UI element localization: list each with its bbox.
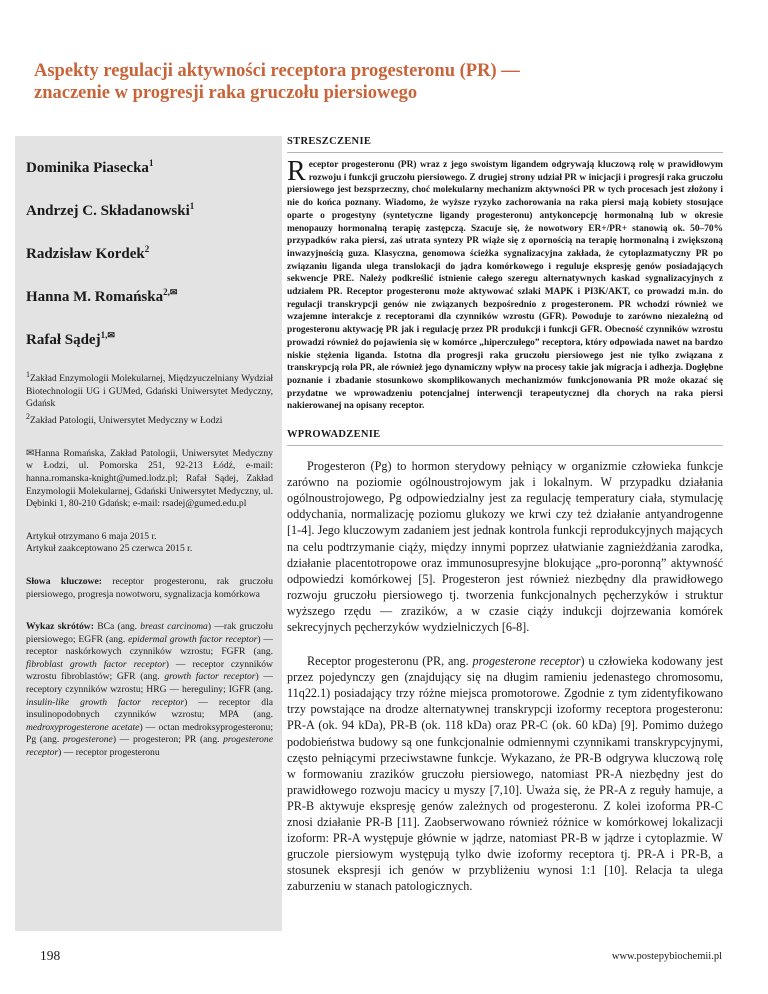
intro-paragraph-2: Receptor progesteronu (PR, ang. progesterone receptor) u człowieka kodowany jest przez pojedynczy gen (znajdujący się na długim ramieniu jedenastego chromosomu, 11q22.1) posiadający trzy różne miejsca promotorowe. Zgodnie z tym zidentyfikowano trzy powstające na drodze alternatywnej transkrypcji izoformy receptora progesteronu: PR-A (ok. 94 kDa), PR-B (ok. 118 kDa) oraz PR-C (ok. 60 kDa) [9]. Pomimo dużego podobieństwa budowy są one funkcjonalnie odmiennymi czynnikami transkrypcyjnymi, często pełniącymi przeciwstawne funkcje. Wykazano, że PR-B odgrywa kluczową rolę w formowaniu zrazików gruczołu piersiowego, natomiast PR-A niezbędny jest do prawidłowego rozwoju macicy u myszy [7,10]. Uważa się, że PR-A z reguły hamuje, a PR-B aktywuje ekspresję genów zależnych od progesteronu. Z kolei izoforma PR-C znosi działanie PR-B [11]. Zaobserwowano również różnice w komórkowej lokalizacji izoform: PR-A występuje głównie w jądrze, natomiast PR-B w jądrze i cytoplazmie. W gruczole piersiowym występują tylko dwie izoformy receptora tj. PR-A i PR-B, a stosunek ekspresji ich genów w przybliżeniu wynosi 1:1 [10]. Relacja ta ulega zaburzeniu w stanach patologicznych.: [287, 654, 723, 894]
abstract-text: Receptor progesteronu (PR) wraz z jego swoistym ligandem odgrywają kluczową rolę w prawidłowym rozwoju i funkcji gruczołu piersiowego. Z drugiej strony udział PR w inicjacji i progresji raka gruczołu piersiowego jest bezsprzeczny, choć molekularny mechanizm aktywności PR w tych procesach jest złożony i nie do końca poznany. Wiadomo, że wyższe ryzyko zachorowania na raka piersi mają kobiety stosujące oparte o progestyny (syntetyczne ligandy progesteronu) antykoncepcję hormonalną lub w okresie menopauzy hormonalną terapię zastępczą. Szacuje się, że nowotwory ER+/PR+ stanowią ok. 50–70% przypadków raka piersi, zaś utrata syntezy PR wiąże się z opornością na terapię hormonalną i zwiększoną inwazyjnością guza. Klasyczna, genomowa ścieżka sygnalizacyjna zakłada, że cytoplazmatyczny PR po związaniu liganda ulega translokacji do jądra komórkowego i reguluje ekspresję genów posiadających sekwencje PRE. Należy podkreślić istnienie całego szeregu alternatywnych kaskad sygnalizacyjnych z udziałem PR. Receptor progesteronu może aktywować szlaki MAPK i PI3K/AKT, co prowadzi m.in. do regulacji transkrypcji genów nie związanych bezpośrednio z progesteronem. PR wchodzi również we wzajemne interakcje z receptorami dla czynników wzrostu (GFR). Powoduje to zarówno niezależną od progesteronu aktywację PR jak i regulację przez PR produkcji i funkcji GFR. Obecność czynników wzrostu prowadzi również do pojawienia się w komórce „hiperczułego” receptora, który odpowiada nawet na bardzo niskie stężenia liganda. Istotna dla progresji raka gruczołu piersiowego jest nie tylko związana z transkrypcją rola PR, ale również jego dynamiczny wpływ na procesy takie jak migracja i adhezja. Dogłębne poznanie i zbadanie stosunkowo skomplikowanych mechanizmów funkcjonowania PR może okazać się przydatne we wprowadzeniu potencjalnej interwencji terapeutycznej dla chorych na raka piersi nakierowanej na opisany receptor.: [287, 156, 723, 412]
affiliation-1: $^1$Zakład Enzymologii Molekularnej, Międzyuczelniany Wydział Biotechnologii UG i GUMed, Gdański Uniwersytet Medyczny, Gdańsk: [26, 370, 273, 410]
received-date: Artykuł otrzymano 6 maja 2015 r.: [26, 530, 157, 542]
accepted-date: Artykuł zaakceptowano 25 czerwca 2015 r.: [26, 543, 193, 555]
title-line-2: znaczenie w progresji raka gruczołu piersiowego: [34, 83, 418, 103]
page-number: 198: [40, 948, 61, 963]
author-name: Andrzej C. Składanowski$^1$: [26, 201, 195, 219]
author-name: Hanna M. Romańska$^{2,✉}$: [26, 287, 178, 305]
abstract-heading: STRESZCZENIE: [287, 136, 372, 147]
author-name: Dominika Piasecka$^1$: [26, 158, 154, 176]
abbreviations: Wykaz skrótów: BCa (ang. breast carcinoma) —rak gruczołu piersiowego; EGFR (ang. epidermal growth factor receptor) — receptor naskórkowych czynników wzrostu; FGFR (ang. fibroblast growth factor receptor) — receptor czynników wzrostu fibroblastów; GFR (ang. growth factor receptor) — receptory czynników wzrostu; HRG — hereguliny; IGFR (ang. insulin-like growth factor receptor) — receptor dla insulinopodobnych czynników wzrostu; MPA (ang. medroxyprogesterone acetate) — octan medroksyprogesteronu; Pg (ang. progesterone) — progesteron; PR (ang. progesterone receptor) — receptor progesteronu: [26, 621, 274, 759]
affiliation-2: $^2$Zakład Patologii, Uniwersytet Medyczny w Łodzi: [26, 411, 223, 427]
divider: [287, 445, 723, 446]
author-sidebar: [15, 136, 282, 931]
intro-paragraph-1: Progesteron (Pg) to hormon sterydowy pełniący w organizmie człowieka funkcje zarówno na poziomie ogólnoustrojowym jak i lokalnym. W przypadku działania ogólnoustrojowego, Pg odpowiedzialny jest za regulację temperatury ciała, stymulację oddychania, normalizację poziomu glukozy we krwi czy też działanie antyandrogenne [1-4]. Jego kluczowym zadaniem jest jednak kontrola funkcji reprodukcyjnych mających na celu podtrzymanie ciąży, między innymi poprzez ułatwianie zagnieżdżania zarodka, działanie placentotropowe oraz immunosupresyjne blokujące „pro-poronną” aktywność odpowiedzi komórkowej [5]. Progesteron jest również niezbędny dla prawidłowego rozwoju gruczołu piersiowego tj. tworzenia funkcjonalnych pęcherzyków i struktur wyższego rzędu — zrazików, a w czasie ciąży indukcji dojrzewania komórek sekrecyjnych pęcherzyków wydzielniczych [6-8].: [287, 459, 723, 634]
author-name: Radzisław Kordek$^2$: [26, 244, 150, 262]
affiliations: [26, 369, 273, 428]
journal-website: www.postepybiochemii.pl: [611, 951, 722, 962]
author-name: Rafał Sądej$^{1,✉}$: [26, 330, 115, 348]
title-line-1: Aspekty regulacji aktywności receptora progesteronu (PR) —: [34, 61, 520, 81]
correspondence: ✉Hanna Romańska, Zakład Patologii, Uniwersytet Medyczny w Łodzi, ul. Pomorska 251, 92-213 Łódź, e-mail: hanna.romanska-knight@umed.lodz.pl; Rafał Sądej, Zakład Enzymologii Molekularnej, Gdański Uniwersytet Medyczny, ul. Dębinki 1, 80-210 Gdańsk; e-mail: rsadej@gumed.edu.pl: [26, 447, 273, 510]
article-dates: [26, 531, 273, 556]
keywords: Słowa kluczowe: receptor progesteronu, rak gruczołu piersiowego, progresja nowotworu, sygnalizacja komórkowa: [26, 575, 273, 600]
article-body: [287, 136, 723, 895]
drop-cap: R: [287, 156, 306, 187]
introduction-heading: WPROWADZENIE: [287, 429, 381, 441]
article-title: [34, 60, 734, 104]
divider: [287, 152, 723, 153]
envelope-icon: ✉: [26, 447, 35, 459]
